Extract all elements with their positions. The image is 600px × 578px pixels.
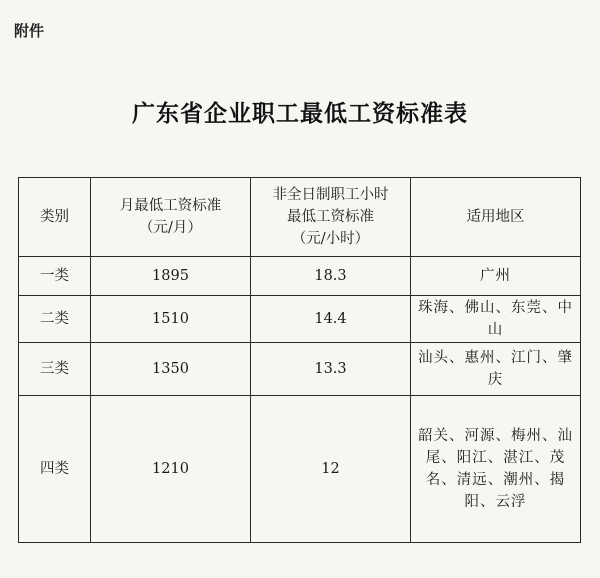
regions-cell: 广州 [411,257,581,296]
table-row [19,257,581,296]
table-row [19,343,581,396]
header-hourly-line-2: 最低工资标准 [287,209,374,225]
hourly-wage-cell: 18.3 [251,257,411,296]
monthly-wage-cell: 1510 [91,296,251,343]
header-category-label: 类别 [40,209,69,225]
header-monthly-line-2: （元/月） [139,220,202,236]
table-row [19,296,581,343]
hourly-wage-cell: 13.3 [251,343,411,396]
header-hourly-line-3: （元/小时） [291,231,370,247]
attachment-label: 附件 [14,22,45,40]
header-monthly-line-1: 月最低工资标准 [119,198,222,214]
header-hourly [251,178,411,257]
category-cell: 四类 [19,396,91,543]
category-cell: 三类 [19,343,91,396]
header-hourly-line-1: 非全日制职工小时 [272,187,389,203]
category-cell: 二类 [19,296,91,343]
minimum-wage-table [18,177,581,543]
hourly-wage-cell: 14.4 [251,296,411,343]
monthly-wage-cell: 1895 [91,257,251,296]
hourly-wage-cell: 12 [251,396,411,543]
header-regions-label: 适用地区 [466,209,525,225]
regions-cell: 珠海、佛山、东莞、中山 [411,296,581,343]
header-regions [411,178,581,257]
category-cell: 一类 [19,257,91,296]
regions-cell: 韶关、河源、梅州、汕尾、阳江、湛江、茂名、清远、潮州、揭阳、云浮 [411,396,581,543]
page-title: 广东省企业职工最低工资标准表 [132,101,468,127]
monthly-wage-cell: 1210 [91,396,251,543]
header-monthly [91,178,251,257]
header-category [19,178,91,257]
regions-cell: 汕头、惠州、江门、肇庆 [411,343,581,396]
header-row [19,178,581,257]
monthly-wage-cell: 1350 [91,343,251,396]
table-row [19,396,581,543]
